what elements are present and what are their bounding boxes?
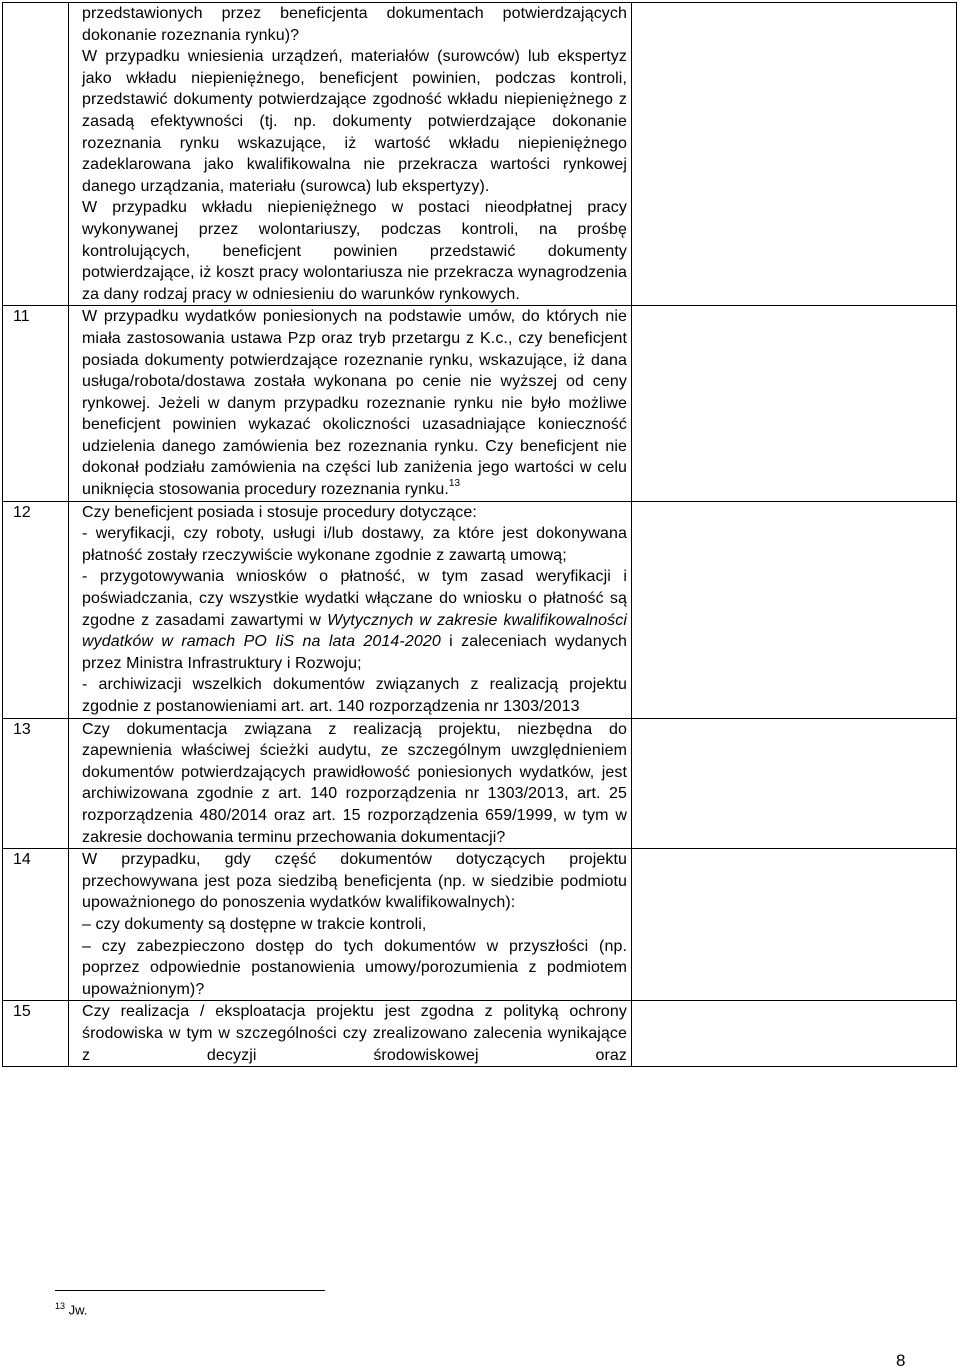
- table-row-14: [3, 849, 957, 1001]
- table-row-15: [3, 1001, 957, 1067]
- row-number: 11: [3, 306, 69, 501]
- question-text: Czy dokumentacja związana z realizacją projektu, niezbędna do zapewnienia właściwej ścieżki audytu, ze szczególnym uwzględnieniem dokumentów potwierdzających prawidłowość poniesionych wydatków, jest archiwizowana zgodnie z art. 140 rozporządzenia nr 1303/2013, art. 25 rozporządzenia 480/2014 oraz art. 15 rozporządzenia 659/1999, w tym w zakresie dochowania terminu przechowania dokumentacji?: [82, 720, 627, 846]
- dash-marker: –: [82, 937, 102, 955]
- footnote-separator: [55, 1290, 325, 1291]
- footnote-marker: 13: [55, 1301, 66, 1311]
- dash-item-text: czy zabezpieczono dostęp do tych dokumentów w przyszłości (np. poprzez odpowiednie postanowienia umowy/porozumienia z podmiotem upoważnionym)?: [82, 937, 627, 998]
- row-number: 15: [3, 1001, 69, 1067]
- answer-cell: [632, 849, 957, 1001]
- answer-cell: [632, 306, 957, 501]
- question-intro: Czy beneficjent posiada i stosuje procedury dotyczące:: [82, 503, 477, 521]
- answer-cell: [632, 501, 957, 718]
- footnote-reference: 13: [448, 477, 461, 489]
- answer-cell: [632, 3, 957, 306]
- question-cell: [69, 718, 632, 849]
- guidelines-title: Wytycznych w zakresie kwalifikowalności wydatków w ramach PO IiS na lata 2014-2020: [82, 611, 627, 651]
- question-cell: [69, 3, 632, 306]
- table-row-continuation: [3, 3, 957, 306]
- question-text: W przypadku wkładu niepieniężnego w postaci nieodpłatnej pracy wykonywanej przez wolontariuszy, podczas kontroli, na prośbę kontrolujących, beneficjent powinien przedstawić dokumenty potwierdzające, iż koszt pracy wolontariusza nie przekracza wynagrodzenia za dany rodzaj pracy w odniesieniu do warunków rynkowych.: [82, 199, 627, 303]
- table-row-11: [3, 306, 957, 501]
- table-row-12: [3, 501, 957, 718]
- answer-cell: [632, 1001, 957, 1067]
- question-text: W przypadku wniesienia urządzeń, materiałów (surowców) lub ekspertyz jako wkładu niepieniężnego, beneficjent powinien, podczas kontroli, przedstawić dokumenty potwierdzające zgodność wkładu niepieniężnego z zasadą efektywności (tj. np. dokumenty potwierdzające dokonanie rozeznania rynku wskazujące, iż wartość wkładu niepieniężnego zadeklarowana jako kwalifikowalna nie przekracza wartości rynkowej danego urządzania, materiału (surowca) lub ekspertyzy).: [82, 48, 627, 195]
- table-row-13: [3, 718, 957, 849]
- procedure-item-text: - przygotowywania wniosków o płatność, w tym zasad weryfikacji i poświadczania, czy wszystkie wydatki włączane do wniosku o płatność są zgodne z zasadami zawartymi w: [82, 568, 627, 629]
- footnote: [55, 1298, 87, 1318]
- procedure-item: [82, 566, 627, 674]
- dash-item-text: czy dokumenty są dostępne w trakcie kontroli,: [95, 915, 427, 933]
- question-text: W przypadku, gdy część dokumentów dotyczących projektu przechowywana jest poza siedzibą beneficjenta (np. w siedzibie podmiotu upoważnionego do ponoszenia wydatków kwalifikowalnych):: [82, 851, 627, 912]
- checklist-table: [2, 2, 957, 1067]
- row-number: 13: [3, 718, 69, 849]
- answer-cell: [632, 718, 957, 849]
- question-cell: [69, 1001, 632, 1067]
- question-cell: [69, 306, 632, 501]
- question-text: Czy realizacja / eksploatacja projektu jest zgodna z polityką ochrony środowiska w tym w szczególności czy zrealizowano zalecenia wynikające z decyzji środowiskowej oraz: [82, 1003, 627, 1064]
- row-number: 12: [3, 501, 69, 718]
- question-body: W przypadku wydatków poniesionych na podstawie umów, do których nie miała zastosowania ustawa Pzp oraz tryb przetargu z K.c., czy beneficjent posiada dokumenty potwierdzające rozeznanie rynku, wskazujące, iż dana usługa/robota/dostawa została wykonana po cenie nie wyższej od ceny rynkowej. Jeżeli w danym przypadku rozeznanie rynku nie było możliwe beneficjent powinien wykazać okoliczności uzasadniające konieczność udzielenia danego zamówienia bez rozeznania rynku. Czy beneficjent nie dokonał podziału zamówienia na części lub zaniżenia jego wartości w celu uniknięcia stosowania procedury rozeznania rynku.: [82, 308, 627, 499]
- question-text: [82, 306, 627, 500]
- question-cell: [69, 849, 632, 1001]
- question-text: przedstawionych przez beneficjenta dokumentach potwierdzających dokonanie rozeznania rynku)?: [82, 5, 627, 44]
- question-cell: [69, 501, 632, 718]
- procedure-item: - archiwizacji wszelkich dokumentów związanych z realizacją projektu zgodnie z postanowieniami art. art. 140 rozporządzenia nr 1303/2013: [82, 676, 627, 715]
- row-number-cell: [3, 3, 69, 306]
- dash-item: [82, 936, 627, 1001]
- dash-item: [82, 914, 627, 936]
- row-number: 14: [3, 849, 69, 1001]
- procedure-item-text: i zaleceniach wydanych przez Ministra Infrastruktury i Rozwoju;: [82, 633, 628, 672]
- footnote-text: Jw.: [68, 1302, 88, 1318]
- procedure-item: - weryfikacji, czy roboty, usługi i/lub dostawy, za które jest dokonywana płatność zostały rzeczywiście wykonane zgodnie z zawartą umową;: [82, 525, 627, 564]
- page-number: 8: [896, 1351, 906, 1370]
- dash-marker: –: [82, 915, 96, 933]
